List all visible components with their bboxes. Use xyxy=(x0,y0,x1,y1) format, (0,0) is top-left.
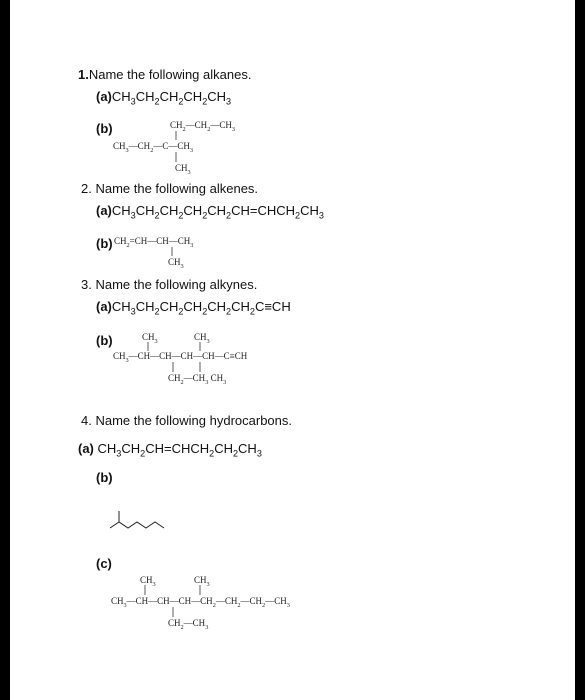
q2-b-bottom-group: $CH_3$ xyxy=(168,257,184,270)
q1-b-bottom-group: $CH_3$ xyxy=(175,163,191,176)
q2-b-label: (b) xyxy=(96,236,113,251)
q4-a-formula: $CH_3CH_2CH=CHCH_2CH_2CH_3$ xyxy=(97,441,262,459)
question-4-heading: 4. Name the following hydrocarbons. xyxy=(81,413,293,428)
q4-c-bottom-group: $CH_2—CH_3$ xyxy=(168,618,209,631)
q1-b-main-chain: $CH_3—CH_2—C—CH_3$ xyxy=(113,141,194,154)
question-2-heading: 2. Name the following alkenes. xyxy=(81,181,259,196)
q4-b-label: (b) xyxy=(96,470,113,485)
q4-c-top-group-1: $CH_3$ xyxy=(140,575,156,588)
document-page xyxy=(10,0,575,700)
q1-a: $(a)CH_3CH_2CH_2CH_2CH_3$ xyxy=(96,89,232,107)
q2-a: $(a)CH_3CH_2CH_2CH_2CH_2CH=CHCH_2CH_3$ xyxy=(96,203,324,221)
q4-c-label: (c) xyxy=(96,556,112,571)
q4-a: (a) $CH_3CH_2CH=CHCH_2CH_2CH_3$ xyxy=(78,441,262,459)
q1-b-top-chain: $CH_2—CH_2—CH_3$ xyxy=(170,120,236,133)
q3-a-formula: $CH_3CH_2CH_2CH_2CH_2CH_2C\equiv CH$ xyxy=(111,299,291,317)
q3-b-main-chain: $CH_3—CH—CH—CH—CH—C\equiv CH$ xyxy=(113,351,248,364)
q2-a-formula: $CH_3CH_2CH_2CH_2CH_2CH=CHCH_2CH_3$ xyxy=(111,203,324,221)
q3-b-label: (b) xyxy=(96,333,113,348)
q4-c-main-chain: $CH_3—CH—CH—CH—CH_2—CH_2—CH_2—CH_3$ xyxy=(111,596,290,609)
q1-a-formula: $CH_3CH_2CH_2CH_2CH_3$ xyxy=(111,89,232,107)
q1-b-label: (b) xyxy=(96,121,113,136)
structure-bonds xyxy=(10,0,575,700)
question-1-heading: 1.Name the following alkanes. xyxy=(78,67,252,82)
q3-a: $(a)CH_3CH_2CH_2CH_2CH_2CH_2C\equiv CH$ xyxy=(96,299,291,317)
q3-b-top-group-2: $CH_3$ xyxy=(194,332,210,345)
q4-b-skeletal-structure xyxy=(110,511,164,528)
q3-b-bottom-groups: $CH_2—CH_3$ $CH_3$ xyxy=(168,373,227,386)
question-3-heading: 3. Name the following alkynes. xyxy=(81,277,258,292)
q4-c-top-group-2: $CH_3$ xyxy=(194,575,210,588)
q2-b-main-chain: $CH_2=CH—CH—CH_3$ xyxy=(114,236,194,249)
q3-b-top-group-1: $CH_3$ xyxy=(142,332,158,345)
